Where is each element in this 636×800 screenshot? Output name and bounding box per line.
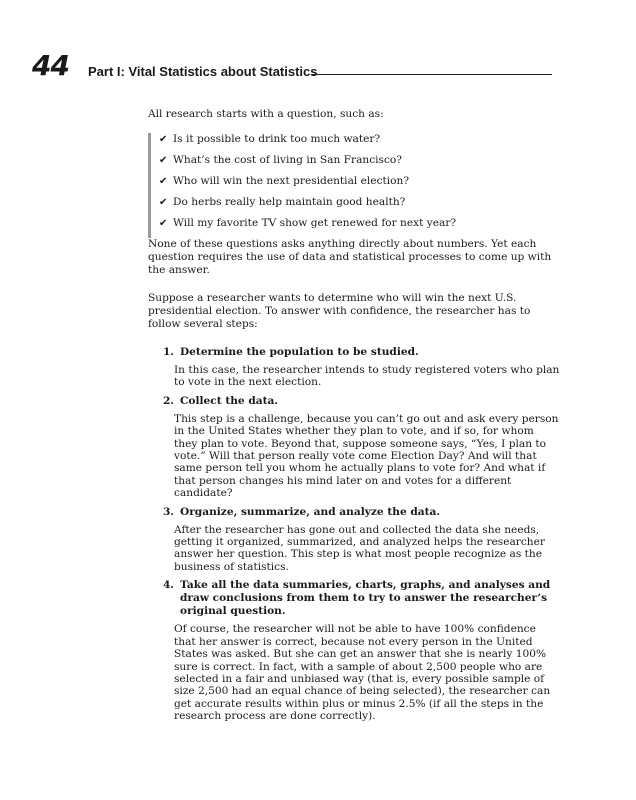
checkmark-icon: ✔ (159, 134, 168, 145)
question-list (148, 133, 459, 238)
step-body: Of course, the researcher will not be able to have 100% confidence that her answer is correct, because not every person in the United States was asked. But she can get an answer that she is nearly 100% sure is correct. In fact, with a sample of about 2,500 people who are selected in a fair and unbiased way (that is, every possible sample of size 2,500 had an equal chance of being selected), the researcher can get accurate results within plus or minus 2.5% (if all the steps in the research process are done correctly). (174, 623, 551, 723)
list-item-text: Will my favorite TV show get renewed for next year? (173, 217, 457, 229)
step-heading (148, 395, 560, 408)
step-title: Collect the data. (180, 394, 279, 407)
paragraph-researcher: Suppose a researcher wants to determine who will win the next U.S. presidential election. To answer with confidence, the researcher has to follow several steps: (148, 292, 531, 330)
header-rule (312, 74, 552, 75)
running-head-title: Part I: Vital Statistics about Statistics (88, 64, 318, 79)
step-number: 1. (162, 346, 174, 358)
step-item (148, 346, 560, 389)
step-heading (148, 506, 560, 519)
list-item-text: What’s the cost of living in San Francisco? (173, 154, 402, 166)
step-body: In this case, the researcher intends to study registered voters who plan to vote in the next election. (174, 364, 560, 389)
step-item (148, 395, 560, 500)
step-number: 2. (162, 394, 174, 407)
list-item-text: Who will win the next presidential election? (173, 175, 410, 187)
list-item (159, 154, 459, 175)
list-item-text: Is it possible to drink too much water? (173, 133, 381, 145)
intro-text: All research starts with a question, such as: (148, 108, 384, 120)
checkmark-icon: ✔ (159, 176, 168, 187)
step-item (148, 579, 560, 722)
page-number: 44 (32, 49, 69, 82)
list-item (159, 196, 459, 217)
step-title: Determine the population to be studied. (180, 346, 419, 358)
list-item (159, 175, 459, 196)
step-body: This step is a challenge, because you can’t go out and ask every person in the United States whether they plan to vote, and if so, for whom they plan to vote. Beyond that, suppose someone says, “Yes, I plan to vote.” Will that person really vote come Election Day? And will that same person tell you whom he actually plans to vote for? And what if that person changes his mind later on and votes for a different candidate? (174, 412, 559, 500)
checkmark-icon: ✔ (159, 218, 168, 229)
step-heading (148, 346, 560, 359)
step-title: Take all the data summaries, charts, graphs, and analyses and draw conclusions from them to try to answer the researcher’s original question. (180, 579, 551, 618)
step-number: 4. (162, 579, 174, 592)
step-number: 3. (162, 505, 174, 518)
list-item (159, 217, 459, 238)
list-item-text: Do herbs really help maintain good health? (173, 196, 406, 208)
step-title: Organize, summarize, and analyze the data. (180, 505, 441, 518)
list-item (159, 133, 459, 154)
step-heading (148, 579, 560, 618)
step-item (148, 506, 560, 574)
paragraph-numbers: None of these questions asks anything directly about numbers. Yet each question requires the use of data and statistical processes to come up with the answer. (148, 238, 552, 276)
checkmark-icon: ✔ (159, 197, 168, 208)
steps-list (148, 346, 560, 729)
checkmark-icon: ✔ (159, 155, 168, 166)
step-body: After the researcher has gone out and collected the data she needs, getting it organized, summarized, and analyzed helps the researcher answer her question. This step is what most people recognize as the business of statistics. (174, 523, 545, 573)
